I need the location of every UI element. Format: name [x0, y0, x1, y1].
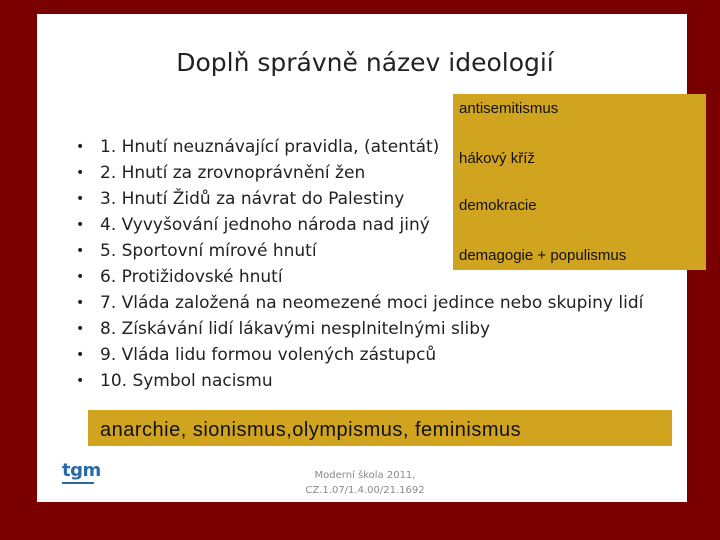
answer-antisemitismus: antisemitismus — [459, 100, 559, 117]
list-item-text: 5. Sportovní mírové hnutí — [100, 241, 317, 261]
logo-underline — [62, 482, 94, 484]
list-item — [58, 316, 643, 342]
list-item-text: 10. Symbol nacismu — [100, 371, 273, 391]
word-bank-text: anarchie, sionismus,olympismus, feminismus — [100, 419, 522, 441]
list-item-text: 8. Získávání lidí lákavými nesplnitelnými sliby — [100, 319, 491, 339]
answer-demokracie: demokracie — [459, 197, 537, 214]
list-item — [58, 290, 643, 316]
footer-line-2: CZ.1.07/1.4.00/21.1692 — [305, 485, 425, 496]
list-item-text: 7. Vláda založená na neomezené moci jedince nebo skupiny lidí — [100, 293, 644, 313]
answer-box — [453, 94, 706, 270]
tgm-logo: tgm — [62, 460, 101, 481]
bullet-icon: • — [76, 243, 85, 259]
list-item — [58, 368, 643, 394]
list-item-text: 3. Hnutí Židů za návrat do Palestiny — [100, 189, 405, 209]
bullet-icon: • — [76, 217, 85, 233]
list-item — [58, 342, 643, 368]
bullet-icon: • — [76, 165, 85, 181]
slide-title: Doplň správně název ideologií — [176, 48, 554, 77]
answer-demagogie-populismus: demagogie + populismus — [459, 247, 627, 264]
bullet-icon: • — [76, 269, 85, 285]
bullet-icon: • — [76, 191, 85, 207]
list-item-text: 2. Hnutí za zrovnoprávnění žen — [100, 163, 366, 183]
list-item-text: 1. Hnutí neuznávající pravidla, (atentát) — [100, 137, 440, 157]
bullet-icon: • — [76, 321, 85, 337]
word-bank — [88, 410, 672, 446]
bullet-icon: • — [76, 373, 85, 389]
bullet-icon: • — [76, 139, 85, 155]
answer-hakovy-kriz: hákový kříž — [459, 150, 535, 167]
list-item-text: 9. Vláda lidu formou volených zástupců — [100, 345, 437, 365]
footer-line-1: Moderní škola 2011, — [314, 470, 416, 481]
bullet-icon: • — [76, 295, 85, 311]
list-item-text: 6. Protižidovské hnutí — [100, 267, 283, 287]
bullet-icon: • — [76, 347, 85, 363]
list-item-text: 4. Vyvyšování jednoho národa nad jiný — [100, 215, 430, 235]
footer — [300, 468, 430, 498]
